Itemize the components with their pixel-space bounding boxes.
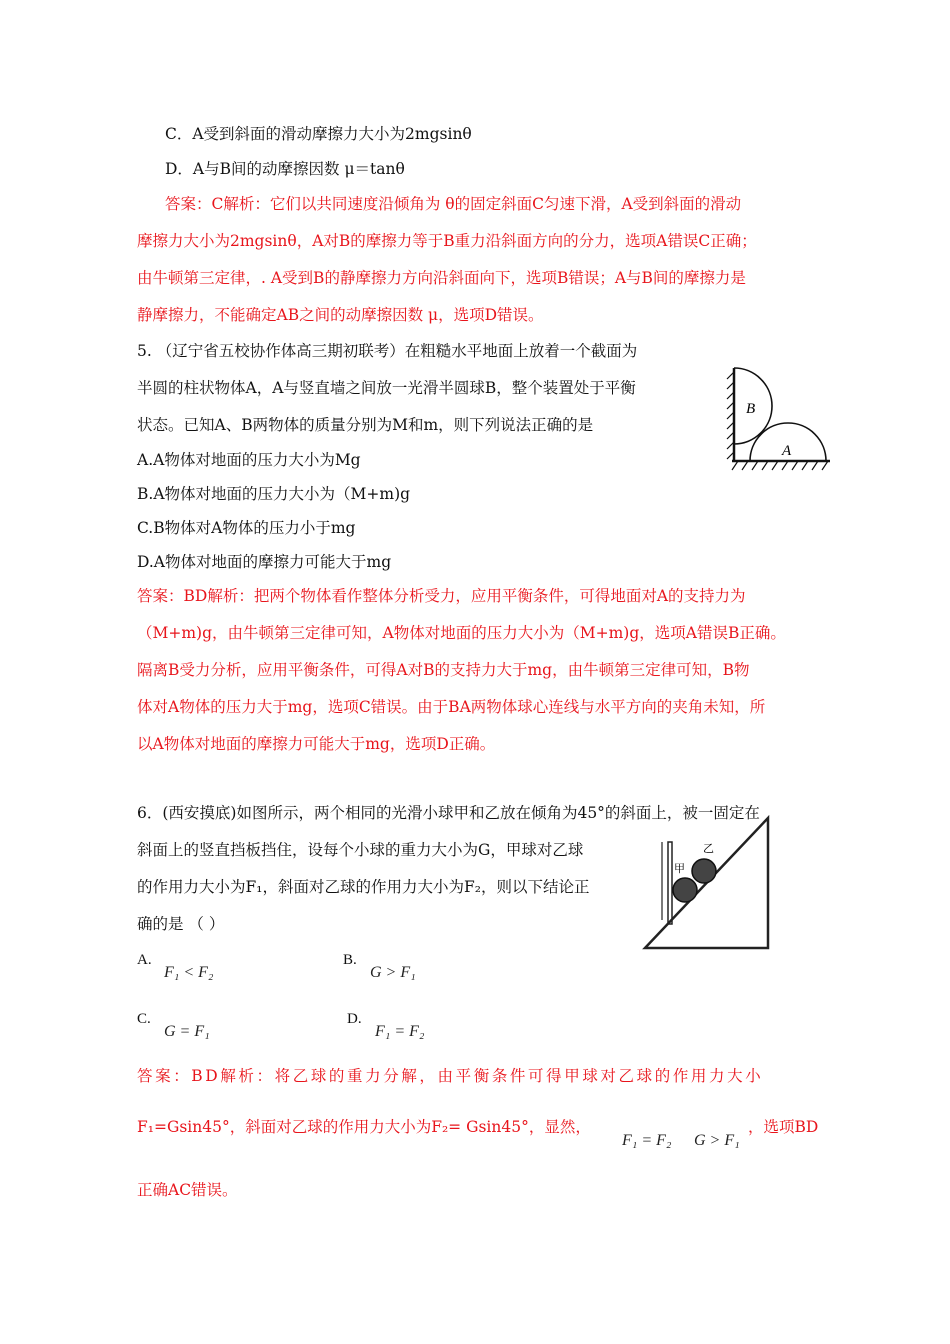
- q5-answer-line: 体对A物体的压力大于mg，选项C错误。由于BA两物体球心连线与水平方向的夹角未知，所: [137, 698, 766, 716]
- q5-figure-label-a: A: [782, 443, 792, 459]
- q5-option-c: C.B物体对A物体的压力小于mg: [137, 519, 356, 537]
- q4-option-d: D．A与B间的动摩擦因数 μ＝tanθ: [165, 160, 405, 178]
- q6-stem-line: 的作用力大小为F₁，斜面对乙球的作用力大小为F₂，则以下结论正: [137, 878, 590, 896]
- q5-answer-line: 隔离B受力分析，应用平衡条件，可得A对B的支持力大于mg，由牛顿第三定律可知，B物: [137, 661, 750, 679]
- q5-option-d: D.A物体对地面的摩擦力可能大于mg: [137, 553, 392, 571]
- q5-figure-label-b: B: [746, 401, 756, 417]
- q6-option-a-letter: A.: [137, 952, 152, 968]
- q6-answer-line: F₁=Gsin45°，斜面对乙球的作用力大小为F₂= Gsin45°，显然，: [137, 1118, 591, 1136]
- q6-option-c-formula: G = F₁: [164, 1023, 210, 1040]
- q6-option-b-formula: G > F₁: [370, 964, 416, 981]
- q6-option-b-letter: B.: [343, 952, 357, 968]
- q4-option-c: C．A受到斜面的滑动摩擦力大小为2mgsinθ: [165, 125, 472, 143]
- q5-stem-line: 5. （辽宁省五校协作体高三期初联考）在粗糙水平地面上放着一个截面为: [137, 342, 638, 360]
- q6-stem-line: 6．(西安摸底)如图所示，两个相同的光滑小球甲和乙放在倾角为45°的斜面上，被一固定在: [137, 804, 760, 822]
- q5-answer-line: 答案：BD解析：把两个物体看作整体分析受力，应用平衡条件，可得地面对A的支持力为: [137, 587, 746, 605]
- q5-figure: [722, 358, 834, 480]
- q5-answer-line: （M+m)g，由牛顿第三定律可知，A物体对地面的压力大小为（M+m)g，选项A错误B正确。: [137, 624, 786, 642]
- q5-stem-line: 状态。已知A、B两物体的质量分别为M和m，则下列说法正确的是: [137, 416, 594, 434]
- q5-option-a: A.A物体对地面的压力大小为Mg: [137, 451, 361, 469]
- q4-answer-line: 答案：C解析：它们以共同速度沿倾角为 θ的固定斜面C匀速下滑，A受到斜面的滑动: [165, 195, 742, 213]
- q6-answer-formula: F₁ = F₂: [622, 1132, 672, 1149]
- q6-option-d-letter: D.: [347, 1011, 362, 1027]
- q6-answer-formula: G > F₁: [694, 1132, 740, 1149]
- q5-option-b: B.A物体对地面的压力大小为（M+m)g: [137, 485, 411, 503]
- q4-answer-line: 由牛顿第三定律，. A受到B的静摩擦力方向沿斜面向下，选项B错误；A与B间的摩擦力是: [137, 269, 746, 287]
- q6-stem-line: 确的是 （ ）: [137, 915, 225, 933]
- q6-option-d-formula: F₁ = F₂: [375, 1023, 425, 1040]
- q6-option-c-letter: C.: [137, 1011, 151, 1027]
- q6-figure-label-jia: 甲: [674, 862, 685, 875]
- q5-answer-line: 以A物体对地面的摩擦力可能大于mg，选项D正确。: [137, 735, 496, 753]
- q6-option-a-formula: F₁ < F₂: [164, 964, 214, 981]
- q6-figure-label-yi: 乙: [703, 842, 714, 855]
- q6-answer-tail: ，选项BD: [748, 1118, 819, 1136]
- q6-answer-line: 正确AC错误。: [137, 1181, 238, 1199]
- q6-figure: [640, 810, 772, 952]
- q6-stem-line: 斜面上的竖直挡板挡住，设每个小球的重力大小为G，甲球对乙球: [137, 841, 584, 859]
- q5-stem-line: 半圆的柱状物体A，A与竖直墙之间放一光滑半圆球B，整个装置处于平衡: [137, 379, 636, 397]
- q4-answer-line: 摩擦力大小为2mgsinθ，A对B的摩擦力等于B重力沿斜面方向的分力，选项A错误C正确；: [137, 232, 757, 250]
- q4-answer-line: 静摩擦力，不能确定AB之间的动摩擦因数 μ，选项D错误。: [137, 306, 544, 324]
- q6-answer-line: 答案：BD解析：将乙球的重力分解，由平衡条件可得甲球对乙球的作用力大小: [137, 1067, 764, 1085]
